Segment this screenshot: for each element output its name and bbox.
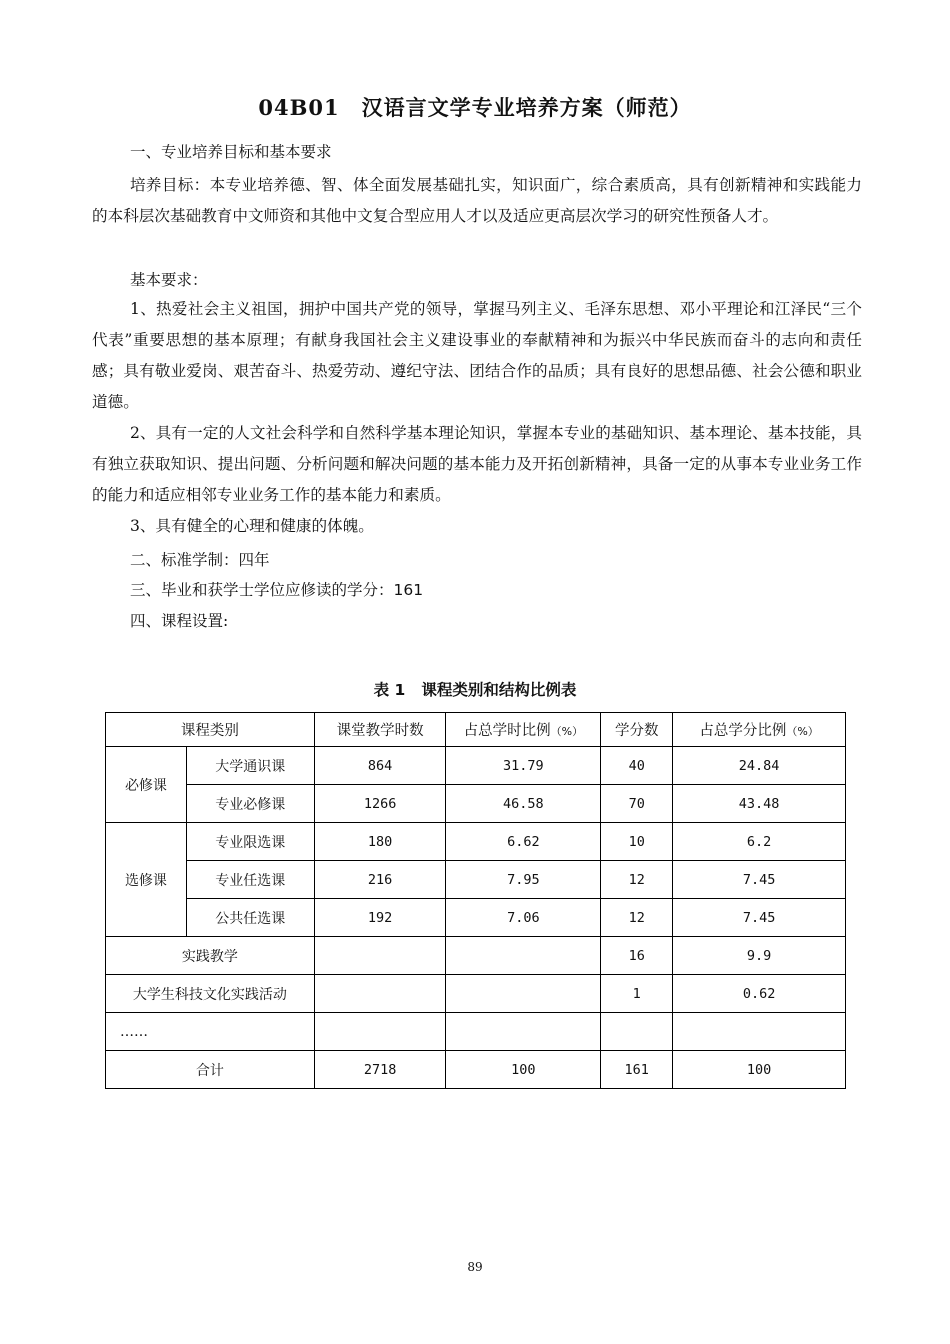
requirements-label: 基本要求： (130, 271, 208, 289)
cell-credits: 10 (601, 823, 673, 861)
course-name: 专业必修课 (186, 785, 314, 823)
header-credit-ratio: 占总学分比例（%） (673, 713, 846, 747)
cell-credit-ratio: 9.9 (673, 937, 846, 975)
cell-hours: 192 (314, 899, 446, 937)
course-name: 专业任选课 (186, 861, 314, 899)
table-row (106, 975, 846, 1013)
table-caption-text: 课程类别和结构比例表 (421, 681, 577, 699)
cell-hours-ratio: 6.62 (446, 823, 601, 861)
section4-heading (130, 609, 228, 631)
cell-credits: 12 (601, 899, 673, 937)
section3-heading: 三、毕业和获学士学位应修读的学分：161 (130, 581, 424, 599)
cell-hours: 2718 (314, 1051, 446, 1089)
title-code: 04B01 (258, 95, 340, 120)
cell-credits: 70 (601, 785, 673, 823)
table-row (106, 823, 846, 861)
table-header-row (106, 713, 846, 747)
cell-hours-ratio (446, 1013, 601, 1051)
course-name: 大学通识课 (186, 747, 314, 785)
course-name: 公共任选课 (186, 899, 314, 937)
page-number: 89 (467, 1260, 483, 1274)
header-hours: 课堂教学时数 (314, 713, 446, 747)
cell-hours (314, 1013, 446, 1051)
course-structure-table (105, 712, 846, 1089)
cell-credit-ratio: 43.48 (673, 785, 846, 823)
group-elective: 选修课 (106, 823, 187, 937)
header-credits: 学分数 (601, 713, 673, 747)
section4-label: 四、课程设置 (130, 612, 224, 630)
table-total-row (106, 1051, 846, 1089)
section2-label: 二、标准学制： (130, 551, 239, 569)
course-name: 实践教学 (106, 937, 315, 975)
header-hours-ratio: 占总学时比例（%） (446, 713, 601, 747)
cell-hours-ratio (446, 975, 601, 1013)
group-required: 必修课 (106, 747, 187, 823)
cell-hours: 216 (314, 861, 446, 899)
table-row (106, 747, 846, 785)
cell-hours-ratio: 7.06 (446, 899, 601, 937)
cell-credits: 16 (601, 937, 673, 975)
cell-hours-ratio: 46.58 (446, 785, 601, 823)
section2-heading (130, 548, 270, 570)
table-caption-number: 表 1 (373, 681, 406, 699)
cell-hours (314, 937, 446, 975)
cell-hours-ratio: 100 (446, 1051, 601, 1089)
cell-credits: 12 (601, 861, 673, 899)
cell-credits: 161 (601, 1051, 673, 1089)
cell-hours (314, 975, 446, 1013)
cell-credits (601, 1013, 673, 1051)
cell-hours-ratio: 31.79 (446, 747, 601, 785)
cell-credits: 40 (601, 747, 673, 785)
cell-credit-ratio: 24.84 (673, 747, 846, 785)
table-row (106, 1013, 846, 1051)
cell-credit-ratio: 0.62 (673, 975, 846, 1013)
cell-hours: 180 (314, 823, 446, 861)
requirement-1: 1、热爱社会主义祖国，拥护中国共产党的领导，掌握马列主义、毛泽东思想、邓小平理论和江泽民“三个代表”重要思想的基本原理；有献身我国社会主义建设事业的奉献精神和为振兴中华民族而奋斗的志向和责任感；具有敬业爱岗、艰苦奋斗、热爱劳动、遵纪守法、团结合作的品质；具有良好的思想品德、社会公德和职业道德。 (92, 300, 862, 411)
header-category: 课程类别 (106, 713, 315, 747)
goal-paragraph (92, 170, 862, 232)
title-text: 汉语言文学专业培养方案（师范） (361, 96, 692, 120)
cell-credit-ratio: 100 (673, 1051, 846, 1089)
goal-text: 本专业培养德、智、体全面发展基础扎实，知识面广，综合素质高，具有创新精神和实践能力的本科层次基础教育中文师资和其他中文复合型应用人才以及适应更高层次学习的研究性预备人才。 (92, 176, 862, 225)
course-name: 专业限选课 (186, 823, 314, 861)
course-name: …… (106, 1013, 315, 1051)
table-row (106, 785, 846, 823)
page-title (0, 92, 950, 122)
goal-label: 培养目标： (130, 176, 210, 194)
cell-credit-ratio (673, 1013, 846, 1051)
table-row (106, 937, 846, 975)
cell-credits: 1 (601, 975, 673, 1013)
table-row (106, 861, 846, 899)
section2-value: 四年 (238, 551, 270, 569)
section1-heading: 一、专业培养目标和基本要求 (130, 143, 332, 161)
section4-colon: : (223, 612, 229, 630)
course-name: 合计 (106, 1051, 315, 1089)
cell-credit-ratio: 6.2 (673, 823, 846, 861)
cell-hours: 864 (314, 747, 446, 785)
table-row (106, 899, 846, 937)
cell-credit-ratio: 7.45 (673, 861, 846, 899)
requirement-2: 2、具有一定的人文社会科学和自然科学基本理论知识，掌握本专业的基础知识、基本理论、基本技能，具有独立获取知识、提出问题、分析问题和解决问题的基本能力及开拓创新精神，具备一定的从事本专业业务工作的能力和适应相邻专业业务工作的基本能力和素质。 (92, 424, 862, 504)
cell-hours-ratio: 7.95 (446, 861, 601, 899)
table-caption (0, 678, 950, 700)
course-name: 大学生科技文化实践活动 (106, 975, 315, 1013)
cell-hours: 1266 (314, 785, 446, 823)
cell-credit-ratio: 7.45 (673, 899, 846, 937)
cell-hours-ratio (446, 937, 601, 975)
requirement-3: 3、具有健全的心理和健康的体魄。 (130, 517, 374, 535)
